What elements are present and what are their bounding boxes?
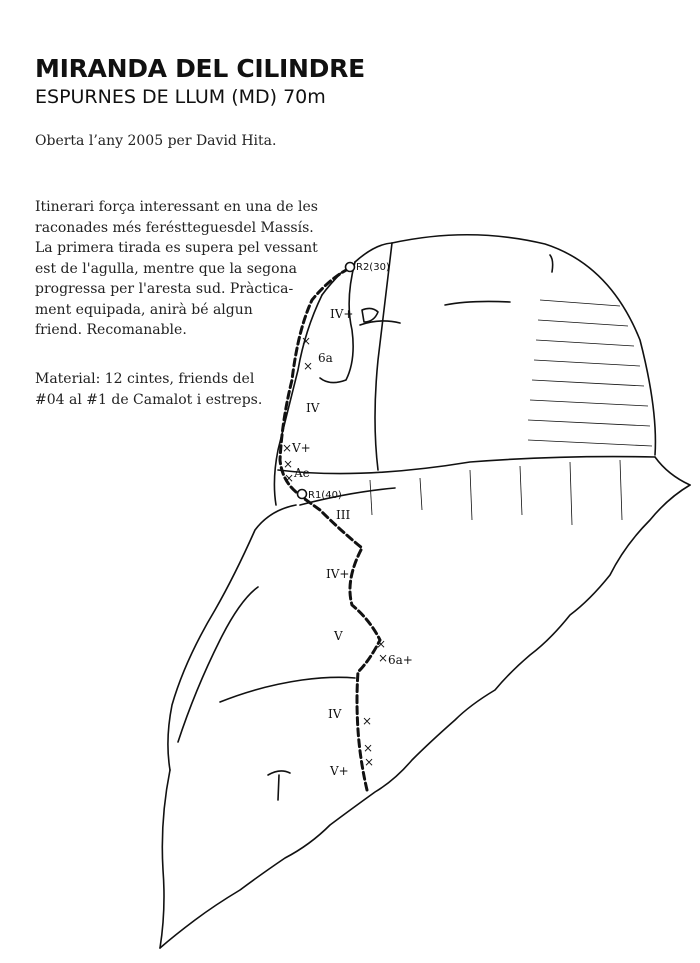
description-line: est de l'agulla, mentre que la segona bbox=[35, 260, 297, 277]
description-line: ment equipada, anirà bé algun bbox=[35, 301, 253, 318]
route-title: MIRANDA DEL CILINDRE bbox=[35, 54, 365, 83]
description-line: La primera tirada es supera pel vessant bbox=[35, 240, 318, 256]
rock-outline bbox=[160, 235, 690, 948]
grade-label: IV+ bbox=[326, 567, 350, 581]
belay-station-r2 bbox=[346, 263, 355, 272]
route-subtitle: ESPURNES DE LLUM (MD) 70m bbox=[35, 86, 326, 108]
svg-text:×: × bbox=[282, 441, 293, 455]
grade-label: 6a+ bbox=[388, 653, 413, 667]
material-line: Material: 12 cintes, friends del bbox=[35, 371, 255, 387]
svg-text:×: × bbox=[378, 651, 389, 665]
svg-text:×: × bbox=[283, 457, 294, 471]
grade-label: IV+ bbox=[330, 307, 354, 321]
svg-text:×: × bbox=[364, 755, 375, 769]
grade-label: V bbox=[334, 629, 343, 643]
material-line: #04 al #1 de Camalot i estreps. bbox=[35, 391, 263, 408]
grade-label: 6a bbox=[318, 351, 333, 365]
description-line: progressa per l'aresta sud. Pràctica- bbox=[35, 281, 294, 297]
svg-text:×: × bbox=[303, 359, 314, 373]
grade-label: Ae bbox=[294, 466, 310, 480]
belay-station-r1 bbox=[298, 490, 307, 499]
rock-shading bbox=[370, 300, 652, 525]
grade-label: III bbox=[336, 508, 351, 522]
svg-text:×: × bbox=[284, 471, 295, 485]
description-line: Itinerari força interessant en una de les bbox=[35, 199, 318, 215]
svg-text:×: × bbox=[301, 334, 312, 348]
station-label-r2: R2(30) bbox=[356, 262, 390, 273]
svg-text:×: × bbox=[362, 714, 373, 728]
grade-label: IV bbox=[328, 707, 342, 721]
svg-text:×: × bbox=[376, 637, 387, 651]
svg-text:×: × bbox=[363, 741, 374, 755]
route-opened-note: Oberta l’any 2005 per David Hita. bbox=[35, 133, 277, 149]
grade-label: IV bbox=[306, 401, 320, 415]
station-label-r1: R1(40) bbox=[308, 490, 342, 501]
description-line: raconades més feréstteguesdel Massís. bbox=[35, 219, 314, 236]
grade-label: V+ bbox=[292, 441, 311, 455]
bolt-marks bbox=[282, 334, 388, 769]
grade-label: V+ bbox=[330, 764, 349, 778]
description-line: friend. Recomanable. bbox=[35, 322, 187, 338]
